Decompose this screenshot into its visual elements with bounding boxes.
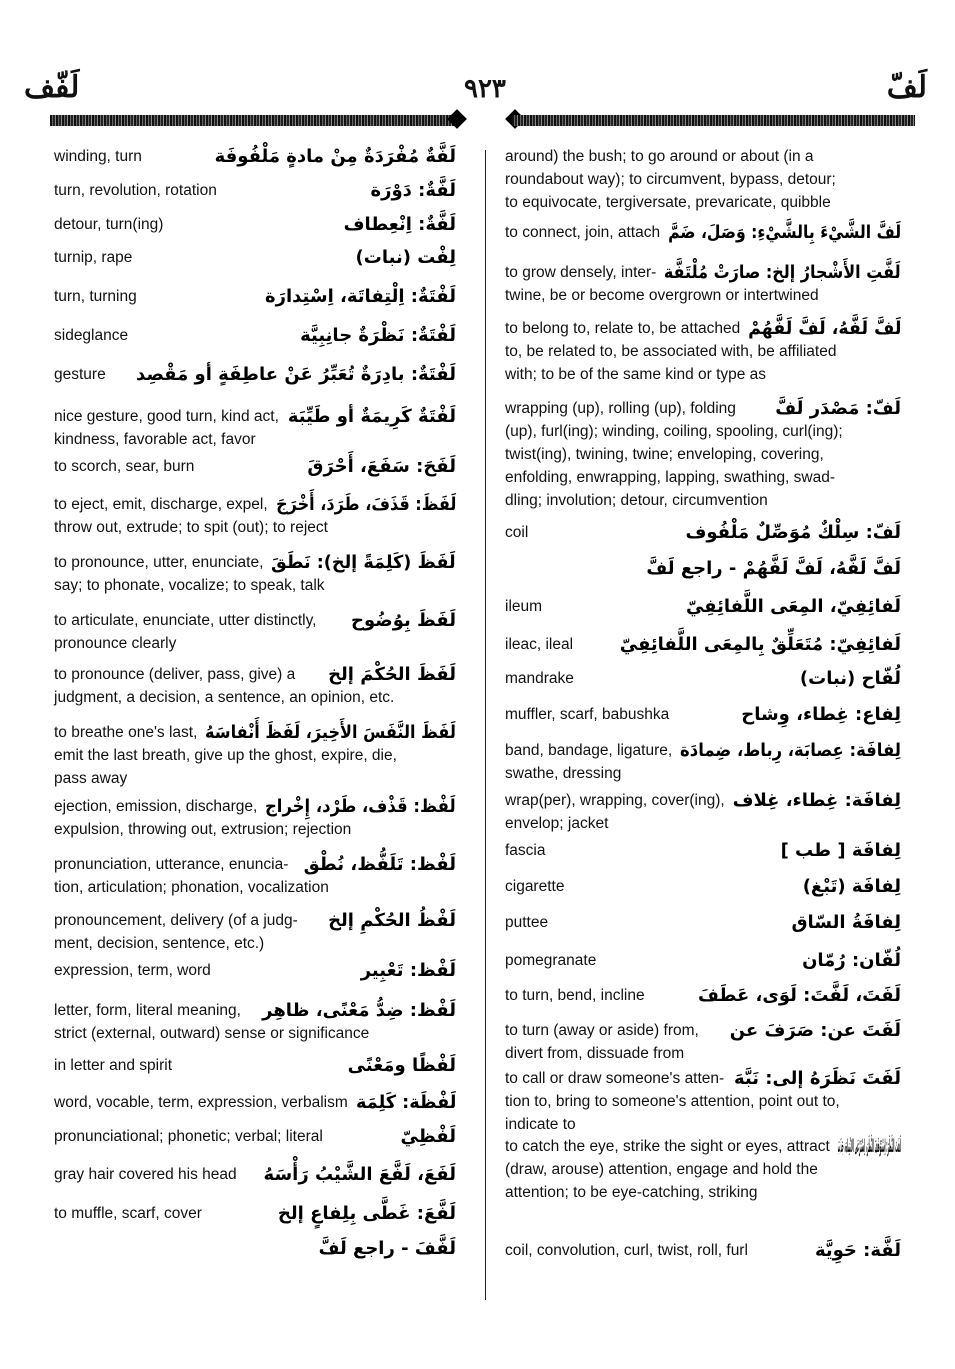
- english-gloss: fascia: [505, 842, 546, 859]
- arabic-headword: لَفَعَ، لَفَّعَ الشَّيْبُ رَأْسَهُ: [263, 1164, 456, 1185]
- english-gloss: roundabout way); to circumvent, bypass, detour;: [505, 171, 836, 188]
- english-gloss: band, bandage, ligature,: [505, 742, 673, 759]
- arabic-headword: لَفائِفِيّ، المِعَى اللَّفائِفِيّ: [685, 596, 901, 617]
- arabic-headword: لَفَّةٌ: دَوْرَة: [370, 180, 456, 201]
- english-gloss: tion, articulation; phonation, vocalization: [54, 879, 329, 896]
- arabic-headword: لَفَظَ بِوُضُوح: [351, 610, 456, 631]
- arabic-headword: لَفَظَ: قَذَفَ، طَرَدَ، أَخْرَجَ: [275, 494, 456, 515]
- english-gloss: word, vocable, term, expression, verbalism: [54, 1094, 348, 1111]
- english-gloss: wrapping (up), rolling (up), folding: [505, 400, 736, 417]
- english-gloss: gesture: [54, 366, 106, 383]
- english-gloss: cigarette: [505, 878, 565, 895]
- arabic-headword: لَفَّةٌ: اِنْعِطاف: [343, 214, 456, 235]
- english-gloss: ileac, ileal: [505, 636, 574, 653]
- arabic-headword: لَفْظ: قَذْف، طَرْد، إِخْراج: [265, 796, 456, 817]
- english-gloss: to scorch, sear, burn: [54, 458, 195, 475]
- english-gloss: turnip, rape: [54, 249, 133, 266]
- english-gloss: to turn, bend, incline: [505, 987, 645, 1004]
- arabic-headword: لَفْظ: ضِدُّ مَعْنًى، ظاهِر: [262, 1000, 456, 1021]
- arabic-headword: لَفْتَةٌ: نَظْرَةٌ جانِبِيَّة: [300, 325, 456, 346]
- arabic-headword: لَفَّةٌ مُفْرَدَةٌ مِنْ مادةٍ مَلْفُوفَة: [214, 146, 456, 167]
- column-divider: [485, 150, 486, 1300]
- english-gloss: around) the bush; to go around or about (in a: [505, 148, 814, 165]
- page-number: ٩٢٣: [464, 74, 506, 103]
- english-gloss: (up), furl(ing); winding, coiling, spooling, curl(ing);: [505, 423, 843, 440]
- english-gloss: pass away: [54, 770, 128, 787]
- arabic-headword: لِفافَة: غِطاء، غِلاف: [732, 790, 901, 811]
- english-gloss: gray hair covered his head: [54, 1166, 237, 1183]
- arabic-headword: لَفْتَةٌ: اِلْتِفاتَة، اِسْتِدارَة: [265, 286, 456, 307]
- arabic-headword: لَفْتَةٌ: بادِرَةٌ تُعَبِّرُ عَنْ عاطِفَةٍ أو مَقْصِد: [136, 364, 456, 385]
- english-gloss: ileum: [505, 598, 543, 615]
- arabic-headword: لَفَّعَ: غَطَّى بِلِفاعٍ إلخ: [277, 1203, 456, 1224]
- english-gloss: envelop; jacket: [505, 815, 609, 832]
- arabic-headword: لَفّ: سِلْكٌ مُوَصِّلٌ مَلْفُوف: [685, 522, 901, 543]
- english-gloss: twist(ing), twining, twine; enveloping, covering,: [505, 446, 824, 463]
- arabic-headword: لَفَّ لَفَّهُ، لَفَّ لَفَّهُمْ: [747, 318, 901, 339]
- arabic-headword: لَفْظ: تَلَفُّظ، نُطْق: [303, 854, 456, 875]
- english-gloss: (draw, arouse) attention, engage and hold the: [505, 1161, 818, 1178]
- header-rule-right: [512, 115, 915, 126]
- english-gloss: expulsion, throwing out, extrusion; rejection: [54, 821, 352, 838]
- arabic-headword: لَفَّ لَفَّهُ، لَفَّ لَفَّهُمْ - راجع لَفَّ: [646, 558, 901, 579]
- english-gloss: to catch the eye, strike the sight or eyes, attract: [505, 1138, 830, 1155]
- english-gloss: to articulate, enunciate, utter distinctly,: [54, 612, 317, 629]
- arabic-headword: لَفَتَ النَّظَرَ: اِسْتَوْقَفَ النَّظَرَ، اِسْتَرْعَى الانْتِباهَ، جَذَبَ: [837, 1136, 901, 1157]
- arabic-headword: لَفَّتِ الأَشْجارُ إلخ: صارَتْ مُلْتَفَّة: [664, 262, 901, 283]
- english-gloss: nice gesture, good turn, kind act,: [54, 408, 279, 425]
- english-gloss: swathe, dressing: [505, 765, 622, 782]
- arabic-headword: لَفَّفَ - راجع لَفَّ: [318, 1238, 456, 1259]
- arabic-headword: لَفَتَ، لَفَّتَ: لَوَى، عَطَفَ: [697, 985, 901, 1006]
- arabic-headword: لَفْظًا ومَعْنًى: [347, 1055, 456, 1076]
- arabic-headword: لَفْظِيّ: [400, 1126, 456, 1147]
- english-gloss: to connect, join, attach: [505, 224, 661, 241]
- english-gloss: pronouncement, delivery (of a judg-: [54, 912, 298, 929]
- arabic-headword: لَفَّ الشَّيْءَ بِالشَّيْءِ: وَصَلَ، ضَمَّ: [667, 222, 901, 243]
- arabic-headword: لُفّان: رُمّان: [802, 950, 901, 971]
- english-gloss: to, be related to, be associated with, be affiliated: [505, 343, 837, 360]
- english-gloss: turn, revolution, rotation: [54, 182, 217, 199]
- arabic-headword: لَفَتَ عن: صَرَفَ عن: [729, 1020, 901, 1041]
- english-gloss: expression, term, word: [54, 962, 211, 979]
- english-gloss: to muffle, scarf, cover: [54, 1205, 202, 1222]
- arabic-headword: لَفْتَةٌ كَرِيمَةٌ أو طَيِّبَة: [287, 406, 456, 427]
- english-gloss: pronunciational; phonetic; verbal; literal: [54, 1128, 323, 1145]
- arabic-headword: لَفَظَ الحُكْمَ إلخ: [328, 664, 456, 685]
- english-gloss: judgment, a decision, a sentence, an opinion, etc.: [54, 689, 395, 706]
- english-gloss: to belong to, relate to, be attached: [505, 320, 741, 337]
- english-gloss: attention; to be eye-catching, striking: [505, 1184, 758, 1201]
- arabic-headword: لَفّ: مَصْدَر لَفَّ: [775, 398, 901, 419]
- english-gloss: to eject, emit, discharge, expel,: [54, 496, 268, 513]
- english-gloss: indicate to: [505, 1116, 576, 1133]
- english-gloss: throw out, extrude; to spit (out); to reject: [54, 519, 328, 536]
- english-gloss: pronunciation, utterance, enuncia-: [54, 856, 289, 873]
- english-gloss: sideglance: [54, 327, 129, 344]
- arabic-headword: لَفْظَة: كَلِمَة: [355, 1092, 456, 1113]
- english-gloss: turn, turning: [54, 288, 137, 305]
- english-gloss: ejection, emission, discharge,: [54, 798, 258, 815]
- english-gloss: to pronounce, utter, enunciate,: [54, 554, 264, 571]
- running-head-right: لَفّ: [886, 71, 927, 104]
- english-gloss: dling; involution; detour, circumvention: [505, 492, 768, 509]
- english-gloss: with; to be of the same kind or type as: [505, 366, 767, 383]
- english-gloss: tion to, bring to someone's attention, point out to,: [505, 1093, 840, 1110]
- arabic-headword: لَفَتَ نَظَرَهُ إلى: نَبَّهَ: [733, 1068, 901, 1089]
- english-gloss: in letter and spirit: [54, 1057, 173, 1074]
- english-gloss: ment, decision, sentence, etc.): [54, 935, 265, 952]
- arabic-headword: لِفافَة: عِصابَة، رِباط، ضِمادَة: [680, 740, 901, 761]
- english-gloss: to pronounce (deliver, pass, give) a: [54, 666, 296, 683]
- arabic-headword: لِفافَةُ السّاق: [791, 912, 901, 933]
- english-gloss: say; to phonate, vocalize; to speak, talk: [54, 577, 325, 594]
- arabic-headword: لِفافَة [ طب ]: [780, 840, 901, 861]
- arabic-headword: لَفَحَ: سَفَعَ، أَحْرَقَ: [307, 456, 456, 477]
- english-gloss: letter, form, literal meaning,: [54, 1002, 241, 1019]
- english-gloss: emit the last breath, give up the ghost, expire, die,: [54, 747, 397, 764]
- arabic-headword: لَفَظَ (كَلِمَةً إلخ): نَطَقَ: [271, 552, 456, 573]
- english-gloss: puttee: [505, 914, 549, 931]
- english-gloss: pomegranate: [505, 952, 597, 969]
- english-gloss: to equivocate, tergiversate, prevaricate, quibble: [505, 194, 831, 211]
- english-gloss: pronounce clearly: [54, 635, 177, 652]
- english-gloss: to turn (away or aside) from,: [505, 1022, 699, 1039]
- english-gloss: strict (external, outward) sense or significance: [54, 1025, 370, 1042]
- english-gloss: to call or draw someone's atten-: [505, 1070, 725, 1087]
- english-gloss: divert from, dissuade from: [505, 1045, 685, 1062]
- english-gloss: to grow densely, inter-: [505, 264, 657, 281]
- english-gloss: muffler, scarf, babushka: [505, 706, 670, 723]
- english-gloss: coil: [505, 524, 529, 541]
- arabic-headword: لَفْظُ الحُكْمِ إلخ: [328, 910, 456, 931]
- english-gloss: winding, turn: [54, 148, 142, 165]
- arabic-headword: لِفْت (نبات): [355, 247, 456, 268]
- english-gloss: wrap(per), wrapping, cover(ing),: [505, 792, 725, 809]
- english-gloss: to breathe one's last,: [54, 724, 198, 741]
- english-gloss: detour, turn(ing): [54, 216, 164, 233]
- arabic-headword: لِفاع: غِطاء، وِشاح: [741, 704, 901, 725]
- english-gloss: mandrake: [505, 670, 574, 687]
- english-gloss: enfolding, enwrapping, lapping, swathing, swad-: [505, 469, 836, 486]
- running-head-left: لَفّف: [24, 71, 80, 104]
- arabic-headword: لِفافَة (تَبْغ): [802, 876, 901, 897]
- arabic-headword: لَفَّة: حَوِيَّة: [814, 1240, 901, 1261]
- arabic-headword: لَفْظ: تَعْبِير: [360, 960, 456, 981]
- english-gloss: coil, convolution, curl, twist, roll, furl: [505, 1242, 748, 1259]
- header-rule-left: [50, 115, 455, 126]
- arabic-headword: لَفَظَ النَّفَسَ الأَخِيرَ، لَفَظَ أَنْفاسَهُ: [205, 722, 456, 743]
- english-gloss: twine, be or become overgrown or intertwined: [505, 287, 819, 304]
- english-gloss: kindness, favorable act, favor: [54, 431, 256, 448]
- arabic-headword: لُفّاح (نبات): [799, 668, 901, 689]
- arabic-headword: لَفائِفِيّ: مُتَعَلِّقٌ بِالمِعَى اللَّفائِفِيّ: [619, 634, 901, 655]
